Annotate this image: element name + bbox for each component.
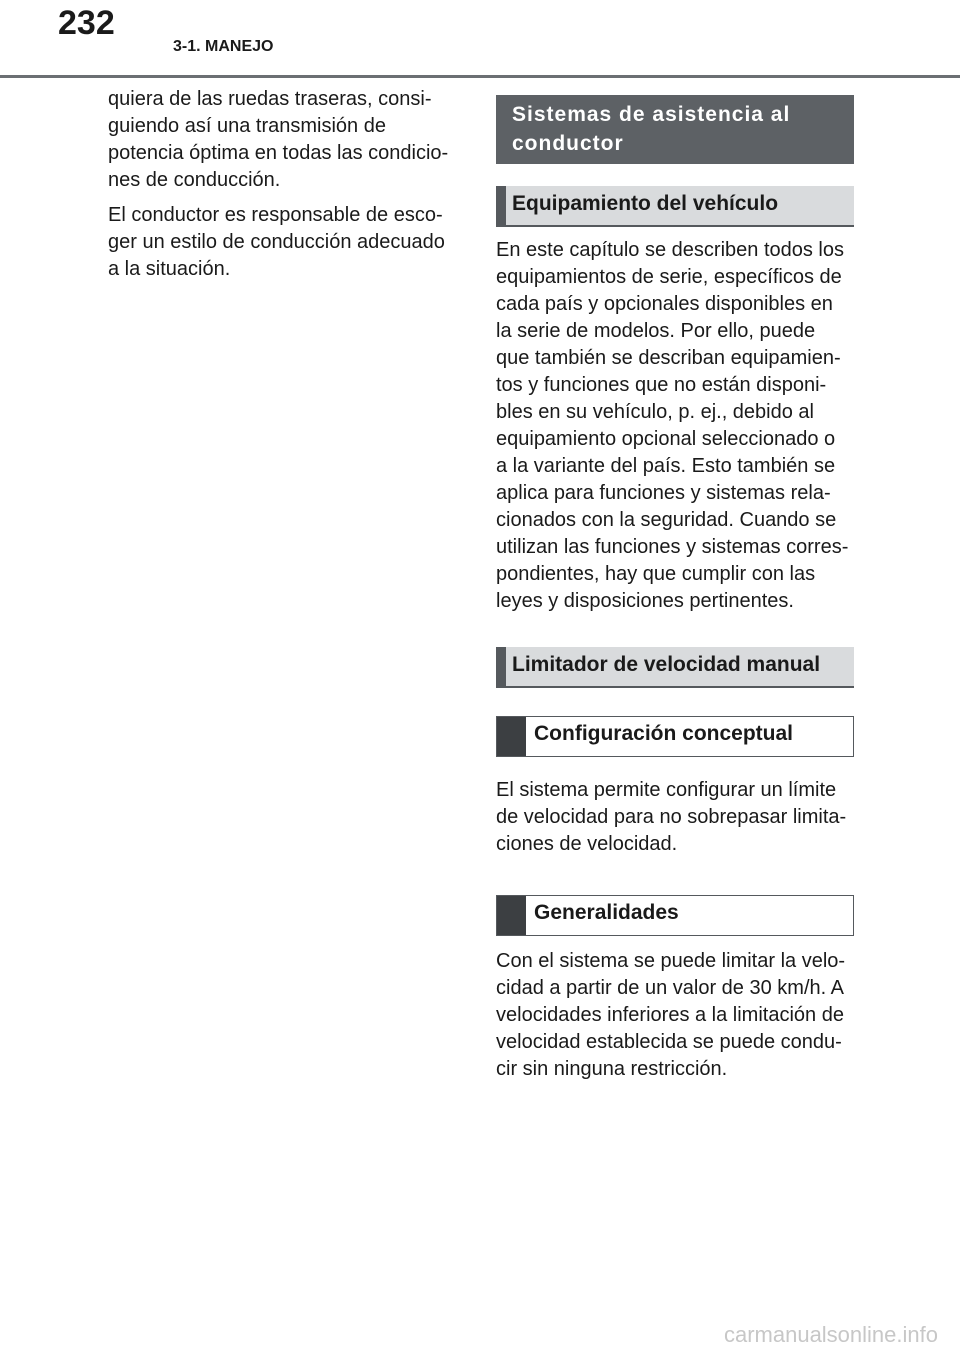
text-line: El conductor es responsable de esco- (108, 204, 443, 226)
minor-heading-concept (496, 716, 854, 757)
paragraph-driver-responsibility (108, 202, 453, 283)
heading-marker (497, 896, 526, 935)
text-line: cir sin ninguna restricción. (496, 1058, 728, 1080)
text-line: Con el sistema se puede limitar la velo- (496, 950, 846, 972)
text-line: la serie de modelos. Por ello, puede (496, 320, 816, 342)
heading-line: Sistemas de asistencia al (512, 103, 791, 126)
text-line: cada país y opcionales disponibles en (496, 293, 833, 315)
left-column (108, 86, 453, 283)
subheading-speed-limiter: Limitador de velocidad manual (496, 647, 854, 688)
minor-heading-label: Generalidades (534, 901, 679, 924)
text-line: utilizan las funciones y sistemas corres- (496, 536, 849, 558)
text-line: ger un estilo de conducción adecuado (108, 231, 445, 253)
paragraph-general (496, 948, 854, 1083)
text-line: que también se describan equipamien- (496, 347, 841, 369)
page-number: 232 (58, 4, 115, 42)
minor-heading-general (496, 895, 854, 936)
text-line: tos y funciones que no están disponi- (496, 374, 827, 396)
text-line: quiera de las ruedas traseras, consi- (108, 88, 432, 110)
text-line: pondientes, hay que cumplir con las (496, 563, 816, 585)
section-title: 3-1. MANEJO (173, 38, 274, 55)
right-column (496, 95, 854, 1083)
text-line: ciones de velocidad. (496, 833, 678, 855)
text-line: cionados con la seguridad. Cuando se (496, 509, 837, 531)
text-line: equipamiento opcional seleccionado o (496, 428, 836, 450)
text-line: a la situación. (108, 258, 231, 280)
text-line: leyes y disposiciones pertinentes. (496, 590, 794, 612)
text-line: equipamientos de serie, específicos de (496, 266, 842, 288)
watermark: carmanualsonline.info (723, 1322, 938, 1347)
minor-heading-label: Configuración conceptual (534, 722, 794, 745)
text-line: potencia óptima en todas las condicio- (108, 142, 449, 164)
text-line: bles en su vehículo, p. ej., debido al (496, 401, 814, 423)
text-line: nes de conducción. (108, 169, 281, 191)
header-divider (0, 75, 960, 78)
text-line: aplica para funciones y sistemas rela- (496, 482, 831, 504)
text-line: cidad a partir de un valor de 30 km/h. A (496, 977, 844, 999)
text-line: guiendo así una transmisión de (108, 115, 386, 137)
text-line: velocidad establecida se puede condu- (496, 1031, 842, 1053)
text-line: a la variante del país. Esto también se (496, 455, 836, 477)
text-line: El sistema permite configurar un límite (496, 779, 837, 801)
text-line: En este capítulo se describen todos los (496, 239, 844, 261)
subheading-equipment: Equipamiento del vehículo (496, 186, 854, 227)
paragraph-concept (496, 777, 854, 858)
text-line: de velocidad para no sobrepasar limita- (496, 806, 847, 828)
text-line: velocidades inferiores a la limitación de (496, 1004, 844, 1026)
heading-marker (497, 717, 526, 756)
heading-line: conductor (512, 132, 624, 155)
main-heading (496, 95, 854, 164)
paragraph-equipment (496, 237, 854, 615)
paragraph-traction (108, 86, 453, 194)
